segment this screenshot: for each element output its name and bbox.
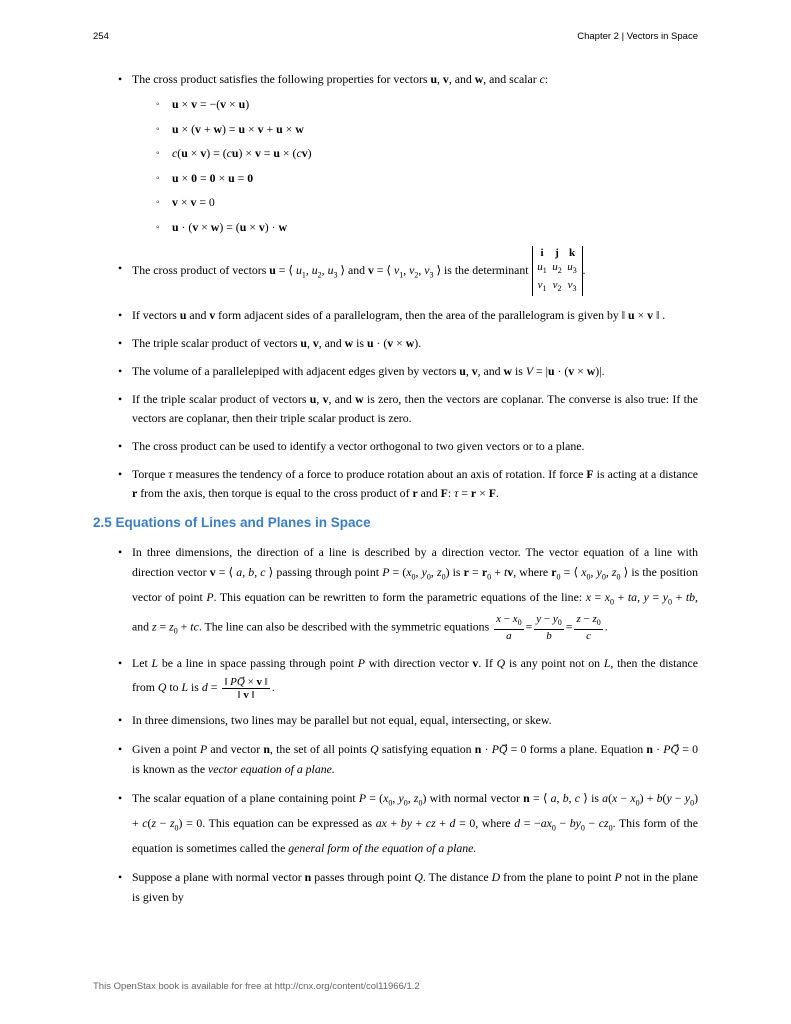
footer-note: This OpenStax book is available for free at http://cnx.org/content/col11966/1.2 (93, 981, 420, 992)
section-heading: 2.5 Equations of Lines and Planes in Space (93, 515, 371, 530)
determinant-matrix: i j k $u_1$ $u_2$ $u_3$ $v_1$ $v_2$ $v_3$ (532, 246, 583, 296)
list-item: • In three dimensions, two lines may be parallel but not equal, equal, intersecting, or skew. (118, 710, 698, 730)
list-item: • Given a point P and vector n, the set of all points Q satisfying equation n · PQ⃗ = 0 forms a plane. Equation n · PQ⃗ = 0 is known as the vector equation of a plane. (118, 739, 698, 779)
sub-list-item: ◦ c(u × v) = (cu) × v = u × (cv) (156, 144, 698, 163)
sub-list-item: ◦ u × (v + w) = u × v + u × w (156, 120, 698, 139)
sub-list-item: ◦ u · (v × w) = (u × v) · w (156, 218, 698, 237)
summary-list-cross-product (118, 70, 698, 512)
sub-list-item: ◦ u × v = −(v × u) (156, 95, 698, 114)
list-item: • The cross product of vectors u = ⟨ $u_1$, $u_2$, $u_3$ ⟩ and v = ⟨ $v_1$, $v_2$, $v_3$ ⟩ is the determinant i j k $u_1$ $u_2$ $u_3$ $v_1$ $v_2$ $v_3$. (118, 246, 698, 297)
list-item: • The volume of a parallelepiped with adjacent edges given by vectors u, v, and w is V = |u · (v × w)|. (118, 362, 698, 381)
list-item: • The cross product can be used to identify a vector orthogonal to two given vectors or to a plane. (118, 437, 698, 456)
chapter-title: Chapter 2 | Vectors in Space (577, 31, 698, 42)
list-item: • The cross product satisfies the following properties for vectors u, v, and w, and scalar c: ◦ u × v = −(v × u) ◦ u × (v + w) = u × v + u × w ◦ c(u × v) = (cu) × v = u × (cv) ◦ u × 0 = 0 × u = 0 ◦ v × v = 0 ◦ u · (v × w) = (u × v) · w (118, 70, 698, 237)
fraction-z: $\frac{z - z_0}{c}$ (576, 612, 601, 642)
fraction-x: $\frac{x - x_0}{a}$ (496, 612, 522, 642)
list-item: • If vectors u and v form adjacent sides of a parallelogram, then the area of the parallelogram is given by ‖ u × v ‖ . (118, 306, 698, 325)
summary-list-lines-planes (118, 542, 698, 916)
sub-list-item: ◦ v × v = 0 (156, 193, 698, 212)
page-number: 254 (93, 31, 109, 42)
fraction-y: $\frac{y - y_0}{b}$ (536, 612, 562, 642)
list-item: • Torque τ measures the tendency of a force to produce rotation about an axis of rotation. If force F is acting at a distance r from the axis, then torque is equal to the cross product of r and F: τ = r × F. (118, 465, 698, 503)
list-item: • Let L be a line in space passing through point P with direction vector v. If Q is any point not on L, then the distance from Q to L is d = $\frac{‖ PQ⃗ \times v ‖}{‖ v ‖}$ . (118, 651, 698, 701)
list-item: • If the triple scalar product of vectors u, v, and w is zero, then the vectors are coplanar. The converse is also true: If the vectors are coplanar, then their triple scalar product is zero. (118, 390, 698, 428)
sub-list-item: ◦ u × 0 = 0 × u = 0 (156, 169, 698, 188)
list-item: • In three dimensions, the direction of a line is described by a direction vector. The vector equation of a line with direction vector v = ⟨ a, b, c ⟩ passing through point $P = (x_0$, $y_0$, $z_0$) is $r = r_0$ + tv, where $r_0$ = ⟨ $x_0$, $y_0$, $z_0$ ⟩ is the position vector of point P. This equation can be rewritten to form the parametric equations of the line: $x = x_0$ + ta, $y = y_0$ + tb, and $z = z_0$ + tc. The line can also be described with the symmetric equations $\frac{x - x_0}{a}$ = $\frac{y - y_0}{b}$ = $\frac{z - z_0}{c}$ . (118, 542, 698, 642)
list-item: • The scalar equation of a plane containing point $P = (x_0$, $y_0$, $z_0$) with normal vector n = ⟨ a, b, c ⟩ is $a(x - x_0) + b(y - y_0) + c(z - z_0) = 0$. This equation can be expressed as ax + by + cz + d = 0, where $d = -ax_0 - by_0 - cz_0$. This form of the equation is sometimes called the general form of the equation of a plane. (118, 788, 698, 859)
list-item: • Suppose a plane with normal vector n passes through point Q. The distance D from the plane to point P not in the plane is given by (118, 867, 698, 907)
fraction-distance-line: $\frac{‖ PQ⃗ \times v ‖}{‖ v ‖}$ (224, 675, 268, 701)
list-item: • The triple scalar product of vectors u, v, and w is u · (v × w). (118, 334, 698, 353)
